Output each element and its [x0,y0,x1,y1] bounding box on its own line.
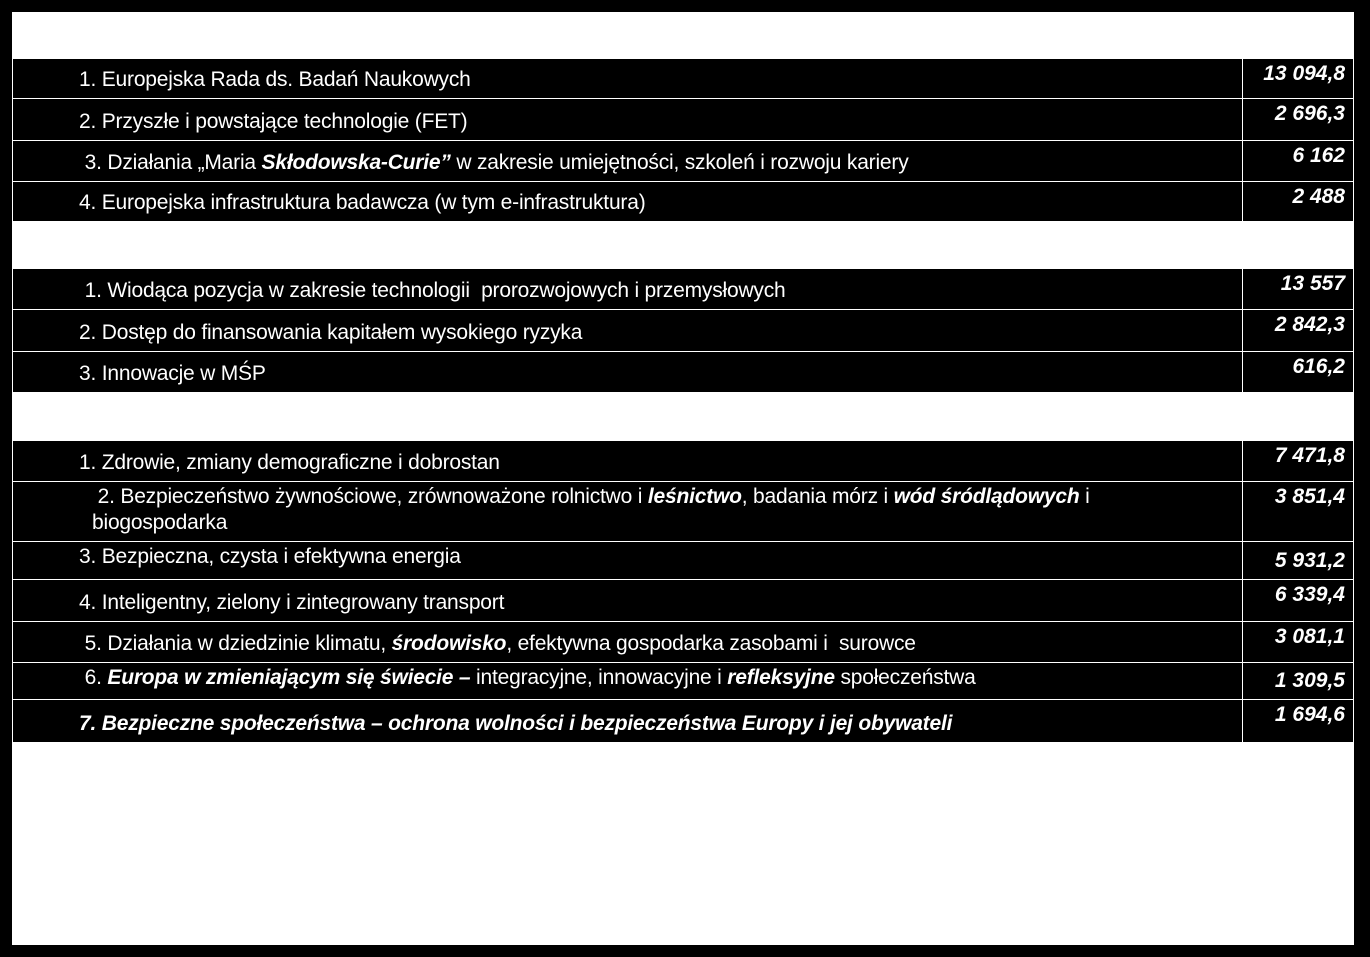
label-emphasis: wód śródlądowych [893,485,1080,508]
row-label: 4. Europejska infrastruktura badawcza (w tym e-infrastruktura) [13,182,1243,222]
table-row [13,141,1354,182]
label-text: 5. Działania w dziedzinie klimatu, [79,632,392,655]
label-text: i biogospodarka [92,485,1096,534]
row-value: 13 557 [1243,269,1354,310]
table-row [13,622,1354,663]
table-row [13,663,1354,700]
table-row [13,482,1354,542]
budget-table-section-1 [12,58,1354,222]
table-row [13,580,1354,622]
row-label: 1. Zdrowie, zmiany demograficzne i dobrostan [13,441,1243,482]
label-text: w zakresie umiejętności, szkoleń i rozwoju kariery [450,151,909,174]
row-label [13,663,1243,700]
table-row [13,700,1354,743]
label-text: społeczeństwa [834,666,976,689]
label-text: , badania mórz i [741,485,894,508]
row-label: 4. Inteligentny, zielony i zintegrowany transport [13,580,1243,622]
budget-table-section-2 [12,268,1354,393]
row-value: 6 339,4 [1243,580,1354,622]
row-value: 3 081,1 [1243,622,1354,663]
row-value: 3 851,4 [1243,482,1354,542]
row-label: 1. Europejska Rada ds. Badań Naukowych [13,59,1243,99]
label-text: 3. Działania „Maria [79,151,262,174]
row-value: 2 842,3 [1243,310,1354,352]
label-emphasis: środowisko [391,632,507,655]
label-text: integracyjne, innowacyjne i [476,666,728,689]
row-value: 2 488 [1243,182,1354,222]
row-value: 7 471,8 [1243,441,1354,482]
row-value: 1 694,6 [1243,700,1354,743]
row-value: 13 094,8 [1243,59,1354,99]
label-emphasis: Europa w zmieniającym się świecie – [107,666,477,689]
row-label: 3. Innowacje w MŚP [13,352,1243,393]
label-emphasis: Skłodowska-Curie” [261,151,451,174]
table-row [13,352,1354,393]
row-label [13,482,1243,542]
table-row [13,269,1354,310]
table-row [13,182,1354,222]
label-emphasis: refleksyjne [727,666,835,689]
table-row [13,310,1354,352]
row-value: 616,2 [1243,352,1354,393]
table-row [13,59,1354,99]
row-label [13,141,1243,182]
budget-table-section-3 [12,440,1354,743]
label-text: , efektywna gospodarka zasobami i surowce [506,632,916,655]
row-value: 2 696,3 [1243,99,1354,141]
label-text: 2. Bezpieczeństwo żywnościowe, zrównoważone rolnictwo i [92,485,648,508]
row-value: 6 162 [1243,141,1354,182]
row-value: 5 931,2 [1243,542,1354,580]
table-row [13,542,1354,580]
row-label: 3. Bezpieczna, czysta i efektywna energia [13,542,1243,580]
table-row [13,99,1354,141]
label-text: 6. [79,666,108,689]
table-row [13,441,1354,482]
row-label: 2. Przyszłe i powstające technologie (FET) [13,99,1243,141]
row-label: 7. Bezpieczne społeczeństwa – ochrona wolności i bezpieczeństwa Europy i jej obywateli [13,700,1243,743]
row-value: 1 309,5 [1243,663,1354,700]
label-emphasis: leśnictwo [647,485,742,508]
row-label: 2. Dostęp do finansowania kapitałem wysokiego ryzyka [13,310,1243,352]
row-label [13,622,1243,663]
row-label: 1. Wiodąca pozycja w zakresie technologii prorozwojowych i przemysłowych [13,269,1243,310]
